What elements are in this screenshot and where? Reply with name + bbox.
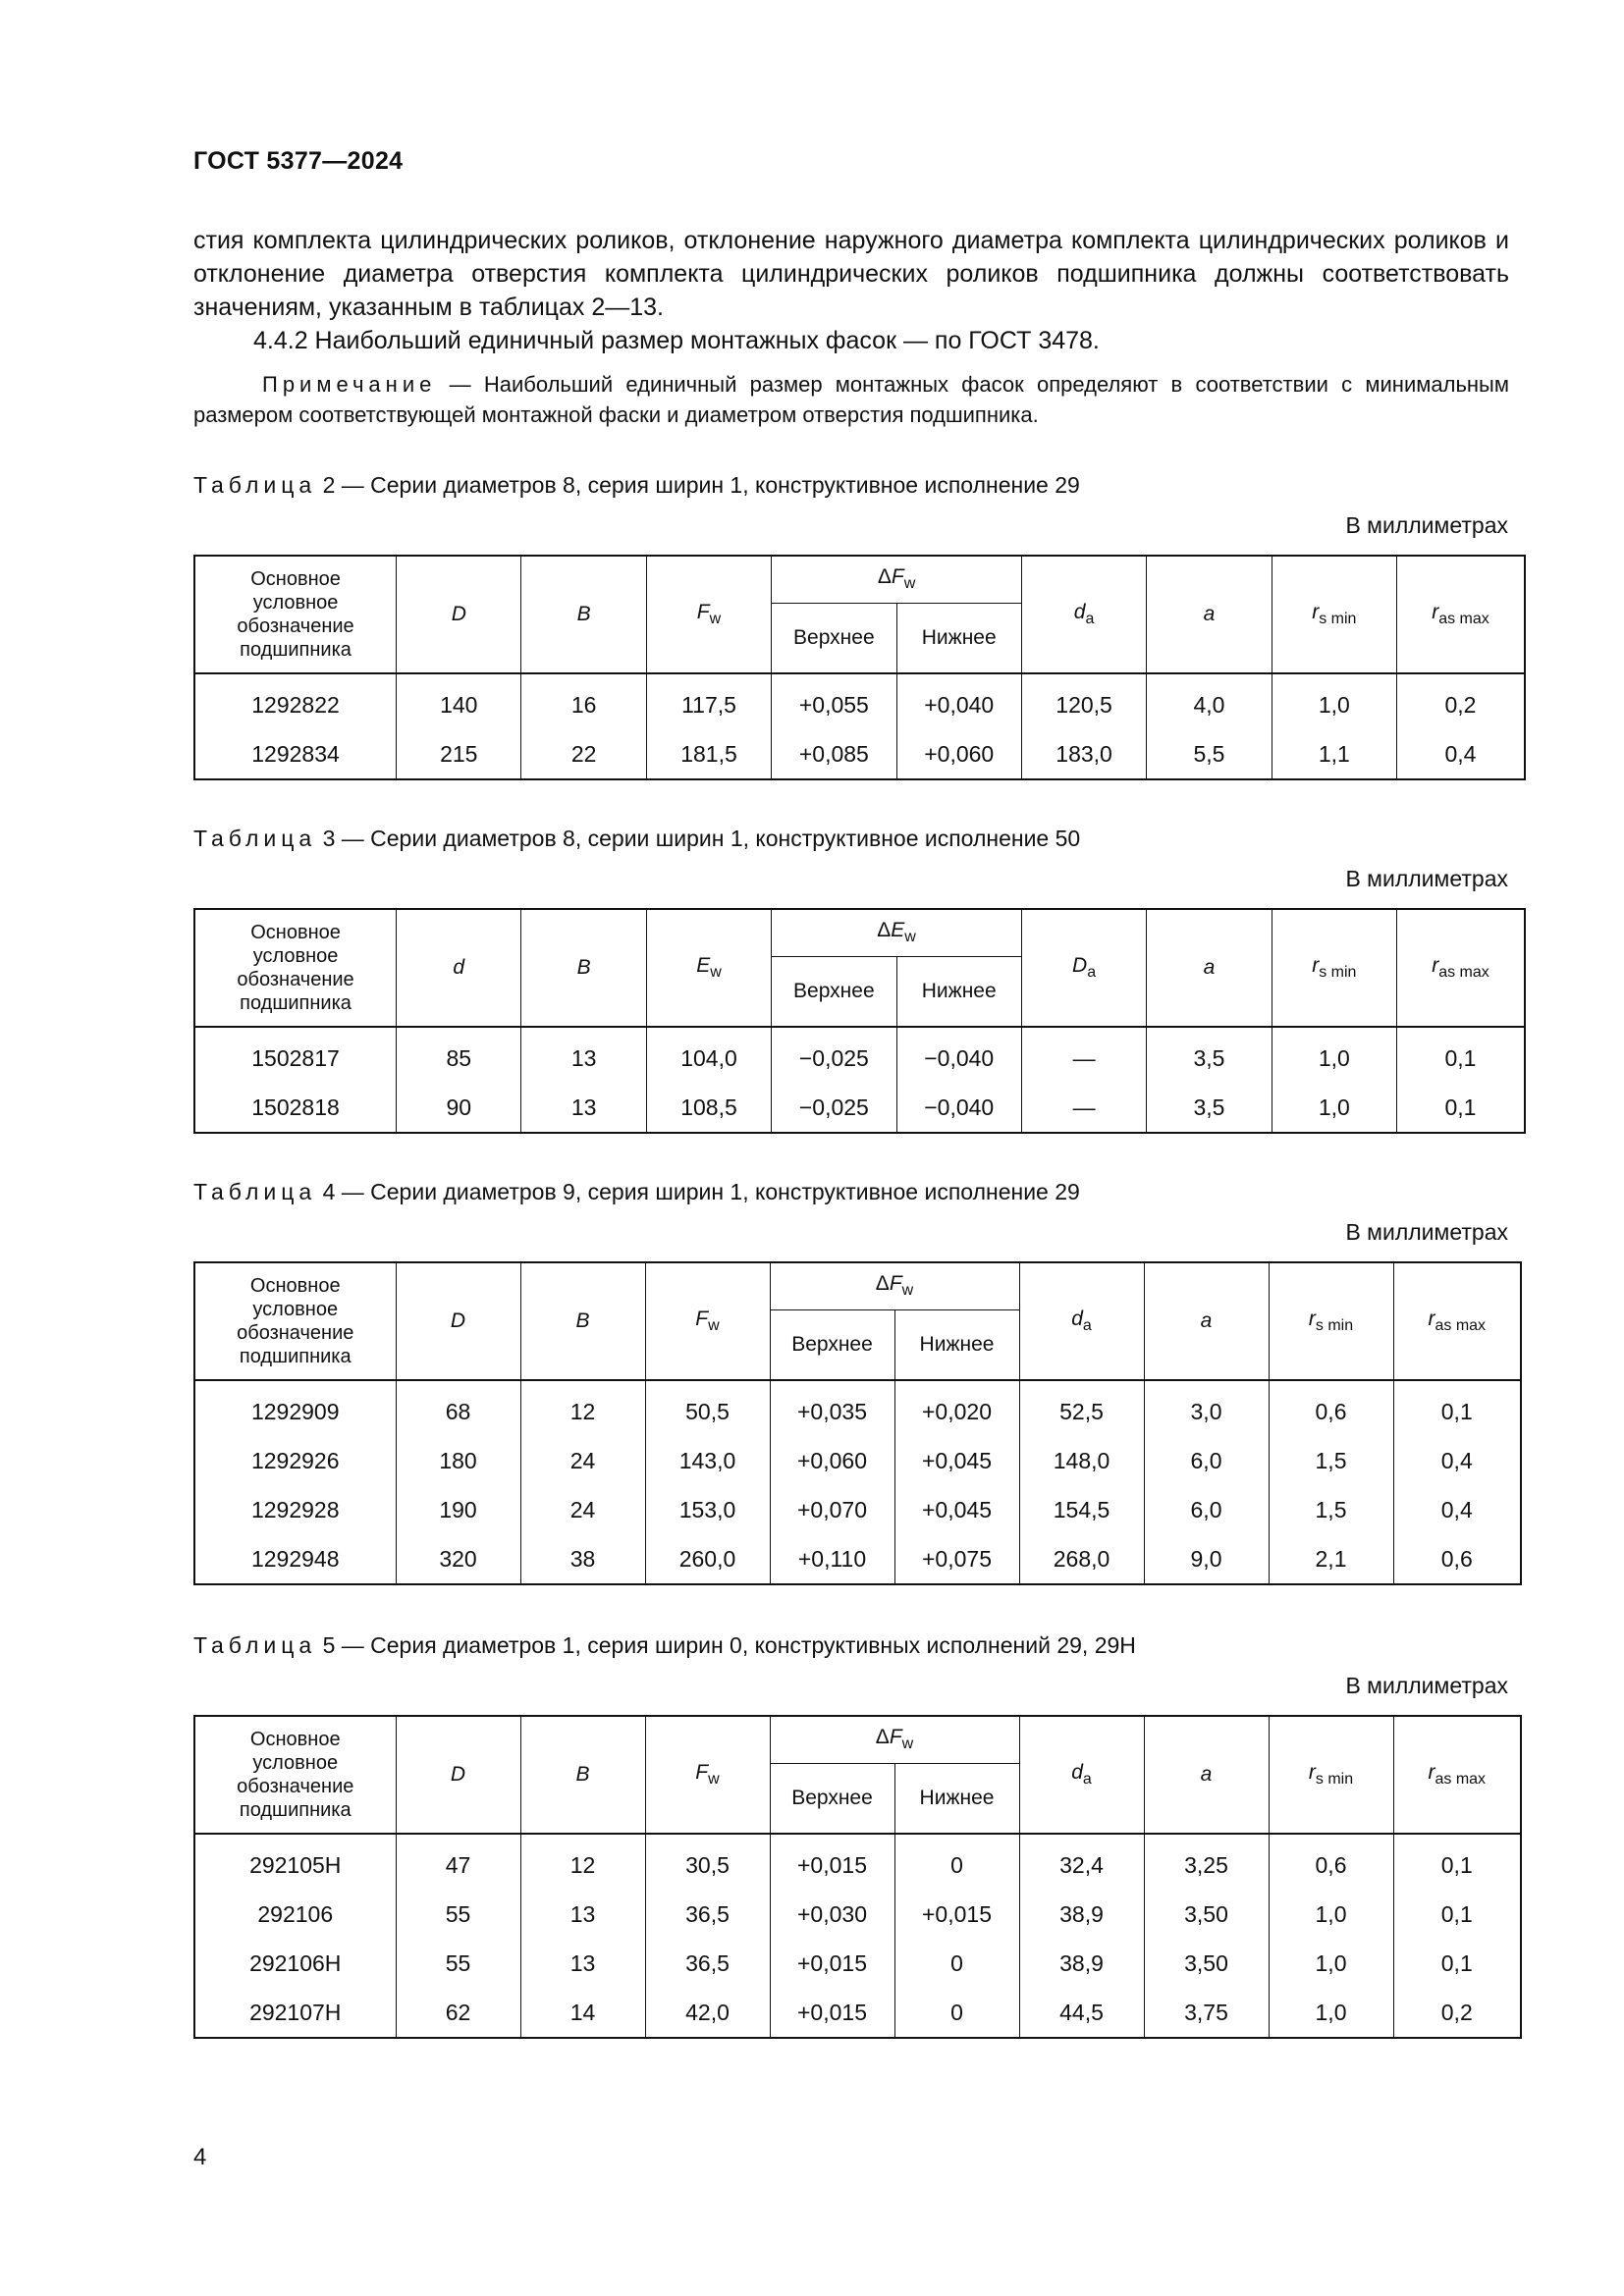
header-designation: Основное условное обозначение подшипника: [194, 556, 397, 673]
table-cell: +0,070: [770, 1485, 894, 1534]
table-word: Таблица: [193, 472, 317, 498]
table-row: [194, 729, 1525, 779]
table-row: [194, 1988, 1521, 2038]
header-fw-symbol: F: [695, 1308, 709, 1330]
header-r-symbol: r: [1428, 1308, 1435, 1330]
table-cell: 1292948: [194, 1534, 396, 1584]
table-cell: 320: [396, 1534, 520, 1584]
header-fw-sub: w: [708, 1771, 720, 1788]
table-cell: 1,5: [1269, 1485, 1393, 1534]
header-da-symbol: d: [1071, 1308, 1083, 1330]
header-designation: Основное условное обозначение подшипника: [194, 1716, 396, 1834]
table-cell: 140: [397, 673, 521, 729]
header-delta-sub: w: [901, 1735, 914, 1753]
table-cell: 1,5: [1269, 1436, 1393, 1485]
table-cell: 24: [520, 1485, 645, 1534]
header-rs-min: [1272, 556, 1396, 673]
table-cell: 120,5: [1021, 673, 1146, 729]
table-cell: 1,0: [1272, 1083, 1396, 1133]
table-cell: +0,045: [894, 1436, 1019, 1485]
header-ras-max-sub: as max: [1438, 611, 1489, 627]
header-delta-sub: w: [901, 1282, 914, 1300]
table-cell: 0,6: [1269, 1380, 1393, 1436]
table-cell: 3,0: [1144, 1380, 1269, 1436]
header-da-sub: a: [1085, 611, 1095, 627]
table-cell: 90: [397, 1083, 521, 1133]
table-cell: 1502817: [194, 1027, 397, 1083]
header-delta-fw: [770, 1262, 1019, 1309]
table-3: [193, 908, 1526, 1134]
table-cell: +0,015: [770, 1988, 894, 2038]
table-cell: 42,0: [645, 1988, 770, 2038]
table-cell: 0: [894, 1834, 1019, 1890]
delta-symbol: Δ: [875, 1272, 890, 1296]
table-caption-text: — Серии диаметров 9, серия ширин 1, конструктивное исполнение 29: [335, 1179, 1080, 1204]
header-r-symbol: r: [1312, 954, 1320, 977]
header-designation: Основное условное обозначение подшипника: [194, 1262, 396, 1380]
header-d: D: [397, 556, 521, 673]
header-da: [1019, 1262, 1144, 1380]
table-cell: 0,2: [1396, 673, 1525, 729]
delta-symbol: Δ: [877, 565, 892, 589]
table-cell: 108,5: [646, 1083, 771, 1133]
table-cell: 154,5: [1019, 1485, 1144, 1534]
table-word: Таблица: [193, 826, 317, 851]
header-delta-symbol: F: [889, 1726, 902, 1749]
header-delta-symbol: F: [889, 1272, 902, 1296]
table-4: [193, 1261, 1522, 1585]
table-cell: 3,5: [1147, 1083, 1272, 1133]
table-number: 5: [322, 1632, 336, 1658]
table-cell: 1292909: [194, 1380, 396, 1436]
header-r-symbol: r: [1432, 601, 1439, 623]
table-cell: 0,4: [1393, 1485, 1521, 1534]
table-cell: +0,075: [894, 1534, 1019, 1584]
table-number: 3: [322, 826, 336, 851]
header-r-symbol: r: [1308, 1761, 1316, 1784]
table-cell: 153,0: [645, 1485, 770, 1534]
table-cell: 68: [396, 1380, 520, 1436]
table-cell: 292105Н: [194, 1834, 396, 1890]
table-cell: 1292834: [194, 729, 397, 779]
header-rs-min: [1269, 1716, 1393, 1834]
table-cell: +0,060: [770, 1436, 894, 1485]
header-da-sub: a: [1087, 964, 1097, 981]
header-d: d: [397, 909, 521, 1027]
header-r-symbol: r: [1308, 1308, 1316, 1330]
header-a: a: [1147, 909, 1272, 1027]
intro-paragraph: стия комплекта цилиндрических роликов, отклонение наружного диаметра комплекта цилиндрических роликов и отклонение диаметра отверстия комплекта цилиндрических роликов подшипника должны соответствовать значениям, указанным в таблицах 2—13.: [193, 227, 1509, 321]
table-cell: 0: [894, 1988, 1019, 2038]
table-cell: 104,0: [646, 1027, 771, 1083]
header-delta-fw: [772, 909, 1022, 956]
table-2: [193, 555, 1526, 780]
table-cell: 85: [397, 1027, 521, 1083]
table-cell: 3,75: [1144, 1988, 1269, 2038]
table-cell: 180: [396, 1436, 520, 1485]
table-3-caption: [193, 826, 1080, 852]
header-a: a: [1147, 556, 1272, 673]
table-row: [194, 1485, 1521, 1534]
header-a: a: [1144, 1716, 1269, 1834]
header-da: [1021, 556, 1146, 673]
table-cell: +0,055: [772, 673, 896, 729]
table-cell: 1292822: [194, 673, 397, 729]
header-r-symbol: r: [1432, 954, 1439, 977]
table-cell: 0,4: [1393, 1436, 1521, 1485]
header-upper: Верхнее: [770, 1309, 894, 1380]
table-row: [194, 1534, 1521, 1584]
header-delta-symbol: E: [891, 919, 905, 942]
table-row: [194, 1083, 1525, 1133]
header-d: D: [396, 1716, 520, 1834]
table-row: [194, 1939, 1521, 1988]
table-cell: 12: [520, 1834, 645, 1890]
table-cell: 2,1: [1269, 1534, 1393, 1584]
table-cell: 12: [520, 1380, 645, 1436]
header-b: B: [520, 1262, 645, 1380]
header-b: B: [521, 909, 646, 1027]
table-cell: +0,030: [770, 1890, 894, 1939]
table-cell: 1292926: [194, 1436, 396, 1485]
table-cell: 38,9: [1019, 1890, 1144, 1939]
table-cell: 0,1: [1393, 1890, 1521, 1939]
table-cell: 260,0: [645, 1534, 770, 1584]
table-cell: 292106: [194, 1890, 396, 1939]
table-cell: 117,5: [646, 673, 771, 729]
table-cell: 32,4: [1019, 1834, 1144, 1890]
header-fw-sub: w: [709, 611, 722, 627]
table-cell: 292107Н: [194, 1988, 396, 2038]
table-cell: 13: [521, 1083, 646, 1133]
table-cell: —: [1021, 1027, 1146, 1083]
header-lower: Нижнее: [896, 603, 1021, 673]
table-4-caption: [193, 1179, 1080, 1205]
table-cell: −0,025: [772, 1083, 896, 1133]
header-ras-max: [1393, 1716, 1521, 1834]
header-ras-max: [1396, 909, 1525, 1027]
table-cell: +0,085: [772, 729, 896, 779]
table-4-unit: В миллиметрах: [1345, 1219, 1508, 1245]
header-upper: Верхнее: [772, 956, 896, 1027]
table-cell: +0,015: [770, 1834, 894, 1890]
header-da-symbol: D: [1072, 954, 1088, 977]
table-cell: 6,0: [1144, 1436, 1269, 1485]
table-row: [194, 1380, 1521, 1436]
header-r-symbol: r: [1312, 601, 1320, 623]
table-number: 4: [322, 1179, 336, 1204]
table-cell: 3,50: [1144, 1890, 1269, 1939]
header-delta-sub: w: [903, 575, 916, 593]
table-cell: 4,0: [1147, 673, 1272, 729]
table-cell: 143,0: [645, 1436, 770, 1485]
header-delta-symbol: F: [891, 565, 904, 589]
table-cell: 6,0: [1144, 1485, 1269, 1534]
table-cell: +0,110: [770, 1534, 894, 1584]
header-designation: Основное условное обозначение подшипника: [194, 909, 397, 1027]
table-word: Таблица: [193, 1179, 317, 1204]
header-lower: Нижнее: [894, 1309, 1019, 1380]
header-da-sub: a: [1082, 1771, 1092, 1788]
table-cell: 0,6: [1269, 1834, 1393, 1890]
header-da-symbol: d: [1073, 601, 1086, 623]
table-cell: 13: [520, 1890, 645, 1939]
page-header: ГОСТ 5377—2024: [193, 147, 404, 175]
header-rs-min-sub: s min: [1315, 1317, 1354, 1334]
table-cell: 38,9: [1019, 1939, 1144, 1988]
table-caption-text: — Серия диаметров 1, серия ширин 0, конструктивных исполнений 29, 29Н: [335, 1632, 1136, 1658]
table-caption-text: — Серии диаметров 8, серии ширин 1, конструктивное исполнение 50: [335, 826, 1081, 851]
table-cell: +0,040: [896, 673, 1021, 729]
table-cell: 148,0: [1019, 1436, 1144, 1485]
table-cell: 24: [520, 1436, 645, 1485]
header-upper: Верхнее: [772, 603, 896, 673]
table-cell: 14: [520, 1988, 645, 2038]
table-cell: 181,5: [646, 729, 771, 779]
table-cell: 0,1: [1393, 1939, 1521, 1988]
table-cell: 1,0: [1269, 1988, 1393, 2038]
table-cell: 13: [521, 1027, 646, 1083]
header-b: B: [521, 556, 646, 673]
header-fw-symbol: F: [695, 1761, 709, 1784]
table-cell: 1,0: [1269, 1939, 1393, 1988]
table-cell: 0,1: [1396, 1027, 1525, 1083]
table-cell: 16: [521, 673, 646, 729]
table-cell: 3,50: [1144, 1939, 1269, 1988]
table-cell: 1,1: [1272, 729, 1396, 779]
header-upper: Верхнее: [770, 1763, 894, 1834]
header-ras-max-sub: as max: [1438, 964, 1489, 981]
table-cell: 13: [520, 1939, 645, 1988]
delta-symbol: Δ: [877, 919, 892, 942]
table-cell: 0,1: [1393, 1380, 1521, 1436]
header-rs-min: [1272, 909, 1396, 1027]
table-word: Таблица: [193, 1632, 317, 1658]
note: [193, 369, 1509, 430]
header-rs-min-sub: s min: [1319, 611, 1357, 627]
table-caption-text: — Серии диаметров 8, серия ширин 1, конструктивное исполнение 29: [335, 472, 1080, 498]
table-row: [194, 1834, 1521, 1890]
header-ras-max-sub: as max: [1435, 1317, 1487, 1334]
table-cell: 30,5: [645, 1834, 770, 1890]
header-ras-max: [1396, 556, 1525, 673]
header-da-symbol: d: [1071, 1761, 1083, 1784]
header-rs-min-sub: s min: [1319, 964, 1357, 981]
table-2-unit: В миллиметрах: [1345, 512, 1508, 538]
table-cell: —: [1021, 1083, 1146, 1133]
table-cell: 183,0: [1021, 729, 1146, 779]
table-cell: 55: [396, 1890, 520, 1939]
header-delta-fw: [772, 556, 1022, 603]
header-ras-max: [1393, 1262, 1521, 1380]
table-cell: 1502818: [194, 1083, 397, 1133]
table-5-unit: В миллиметрах: [1345, 1673, 1508, 1698]
clause-4-4-2: 4.4.2 Наибольший единичный размер монтажных фасок — по ГОСТ 3478.: [253, 327, 1100, 354]
table-number: 2: [322, 472, 336, 498]
table-cell: 0,2: [1393, 1988, 1521, 2038]
note-text: — Наибольший единичный размер монтажных фасок определяют в соответствии с минимальным размером соответствующей монтажной фаски и диаметром отверстия подшипника.: [193, 372, 1509, 427]
table-5: [193, 1715, 1522, 2039]
table-cell: 292106Н: [194, 1939, 396, 1988]
table-cell: 3,5: [1147, 1027, 1272, 1083]
table-cell: −0,040: [896, 1027, 1021, 1083]
table-cell: 0: [894, 1939, 1019, 1988]
table-cell: +0,015: [894, 1890, 1019, 1939]
table-cell: −0,040: [896, 1083, 1021, 1133]
table-cell: 52,5: [1019, 1380, 1144, 1436]
table-row: [194, 1027, 1525, 1083]
table-cell: +0,045: [894, 1485, 1019, 1534]
table-cell: 0,4: [1396, 729, 1525, 779]
header-delta-fw: [770, 1716, 1019, 1763]
table-cell: 1,0: [1272, 673, 1396, 729]
table-cell: 0,1: [1396, 1083, 1525, 1133]
table-cell: 215: [397, 729, 521, 779]
table-cell: 36,5: [645, 1939, 770, 1988]
page-number: 4: [193, 2144, 207, 2170]
table-cell: 22: [521, 729, 646, 779]
table-cell: 62: [396, 1988, 520, 2038]
table-cell: −0,025: [772, 1027, 896, 1083]
header-fw: [645, 1716, 770, 1834]
header-r-symbol: r: [1428, 1761, 1435, 1784]
header-da-sub: a: [1082, 1317, 1092, 1334]
header-ras-max-sub: as max: [1435, 1771, 1487, 1788]
header-fw: [645, 1262, 770, 1380]
header-d: D: [396, 1262, 520, 1380]
table-cell: 38: [520, 1534, 645, 1584]
table-cell: 0,1: [1393, 1834, 1521, 1890]
header-fw-sub: w: [710, 964, 722, 981]
table-cell: +0,020: [894, 1380, 1019, 1436]
table-cell: 1,0: [1272, 1027, 1396, 1083]
table-cell: 9,0: [1144, 1534, 1269, 1584]
note-label: Примечание: [262, 372, 437, 397]
table-5-caption: [193, 1632, 1136, 1659]
table-cell: 5,5: [1147, 729, 1272, 779]
header-rs-min-sub: s min: [1315, 1771, 1354, 1788]
table-cell: 50,5: [645, 1380, 770, 1436]
header-da: [1021, 909, 1146, 1027]
header-lower: Нижнее: [894, 1763, 1019, 1834]
header-lower: Нижнее: [896, 956, 1021, 1027]
delta-symbol: Δ: [875, 1726, 890, 1749]
header-fw-symbol: F: [696, 601, 710, 623]
table-cell: +0,015: [770, 1939, 894, 1988]
table-cell: 1292928: [194, 1485, 396, 1534]
table-row: [194, 1436, 1521, 1485]
header-b: B: [520, 1716, 645, 1834]
table-row: [194, 1890, 1521, 1939]
table-cell: 190: [396, 1485, 520, 1534]
table-cell: 36,5: [645, 1890, 770, 1939]
table-2-caption: [193, 472, 1080, 499]
table-cell: 55: [396, 1939, 520, 1988]
intro-text: [193, 224, 1509, 357]
table-cell: +0,060: [896, 729, 1021, 779]
header-fw: [646, 556, 771, 673]
table-cell: 0,6: [1393, 1534, 1521, 1584]
table-row: [194, 673, 1525, 729]
table-3-unit: В миллиметрах: [1345, 866, 1508, 891]
table-cell: 1,0: [1269, 1890, 1393, 1939]
header-rs-min: [1269, 1262, 1393, 1380]
table-cell: 47: [396, 1834, 520, 1890]
header-da: [1019, 1716, 1144, 1834]
table-cell: 268,0: [1019, 1534, 1144, 1584]
header-a: a: [1144, 1262, 1269, 1380]
header-fw-symbol: E: [696, 954, 711, 977]
header-fw: [646, 909, 771, 1027]
header-fw-sub: w: [708, 1317, 720, 1334]
header-delta-sub: w: [904, 929, 916, 946]
table-cell: 3,25: [1144, 1834, 1269, 1890]
table-cell: 44,5: [1019, 1988, 1144, 2038]
table-cell: +0,035: [770, 1380, 894, 1436]
